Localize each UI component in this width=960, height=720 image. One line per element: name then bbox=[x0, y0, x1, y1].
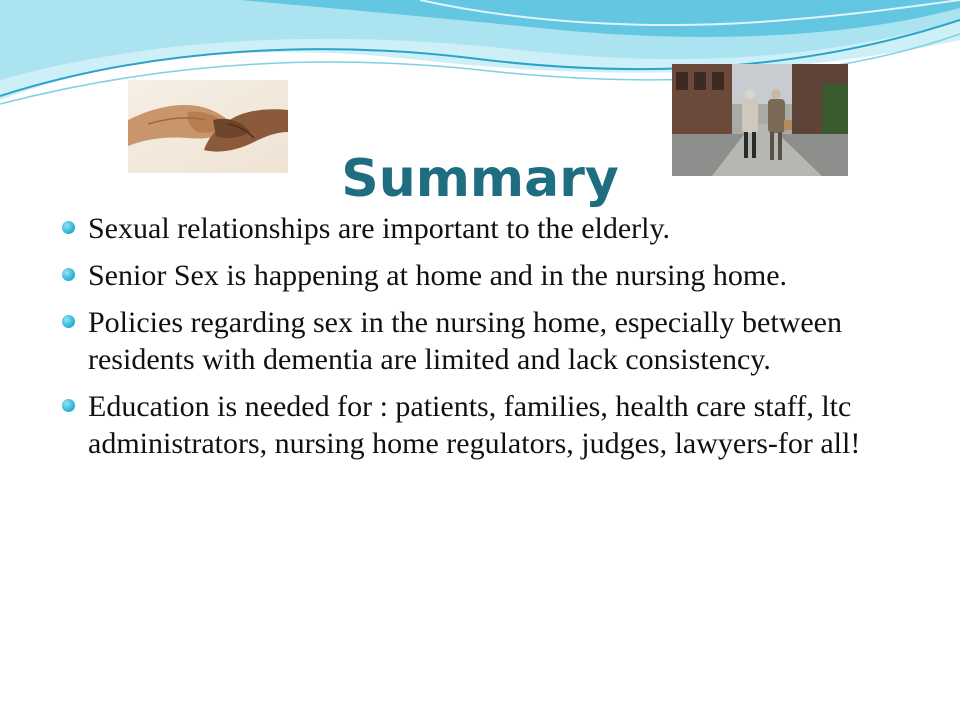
bullet-point-icon bbox=[62, 268, 75, 281]
bullet-list bbox=[60, 210, 920, 472]
bullet-item bbox=[60, 210, 920, 247]
slide-title: Summary bbox=[341, 148, 619, 209]
bullet-text: Policies regarding sex in the nursing home, especially between residents with dementia are limited and lack consistency. bbox=[88, 306, 842, 376]
bullet-point-icon bbox=[62, 221, 75, 234]
bullet-point-icon bbox=[62, 399, 75, 412]
bullet-item bbox=[60, 388, 920, 462]
bullet-text: Education is needed for : patients, families, health care staff, ltc administrators, nursing home regulators, judges, lawyers-for all! bbox=[88, 390, 861, 460]
bullet-point-icon bbox=[62, 315, 75, 328]
bullet-text: Sexual relationships are important to the elderly. bbox=[88, 212, 671, 245]
bullet-text: Senior Sex is happening at home and in the nursing home. bbox=[88, 259, 788, 292]
bullet-item bbox=[60, 257, 920, 294]
bullet-item bbox=[60, 304, 920, 378]
